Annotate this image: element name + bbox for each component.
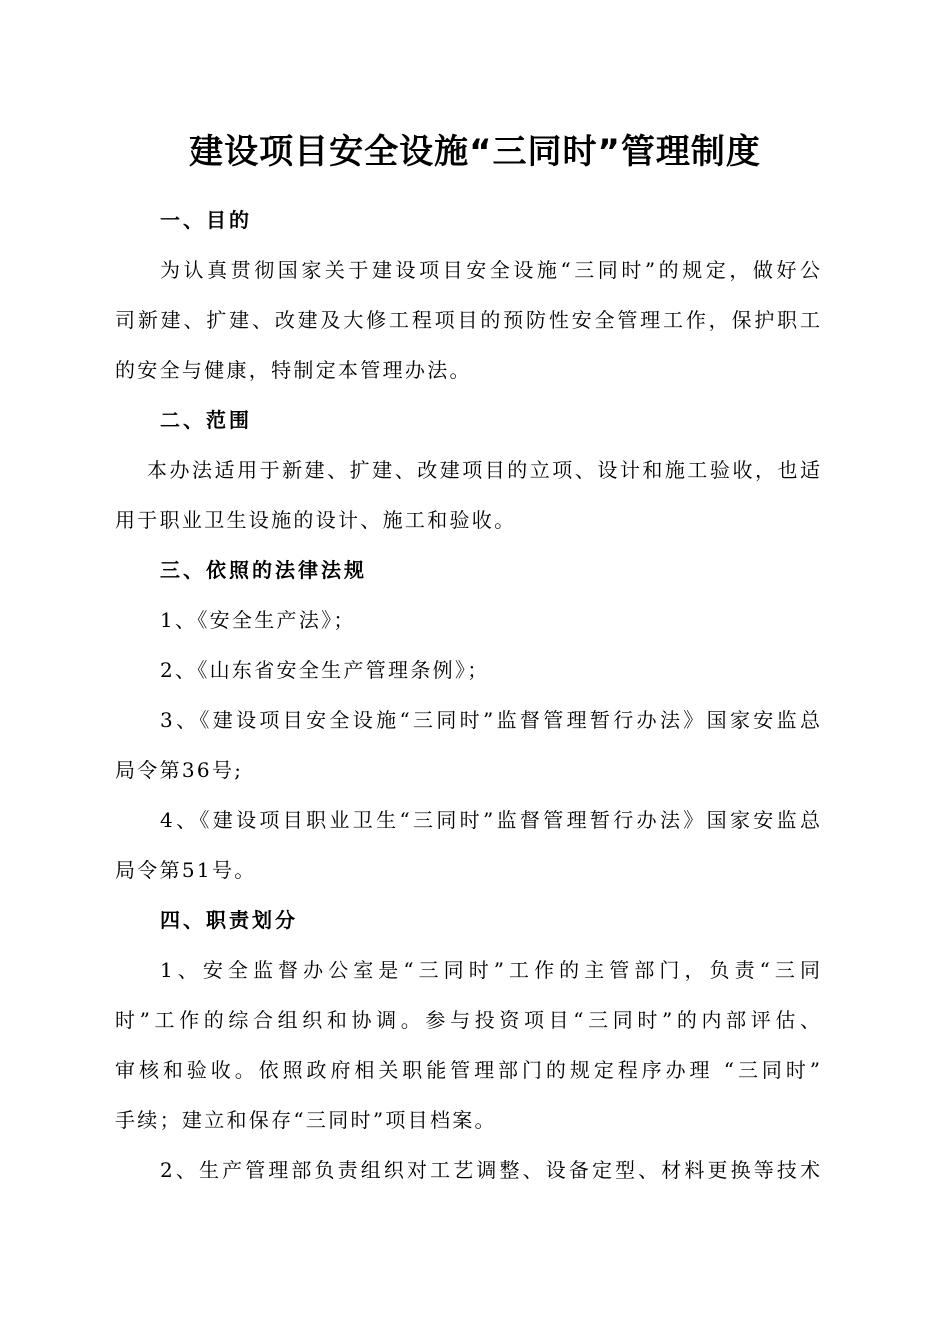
list-item: 2、《山东省安全生产管理条例》；: [160, 658, 490, 682]
document-title: 建设项目安全设施“三同时”管理制度: [189, 132, 761, 172]
section-heading-responsibilities: 四、职责划分: [160, 908, 298, 932]
list-item: 4、《建设项目职业卫生“三同时”监督管理暂行办法》国家安监总: [160, 808, 820, 832]
paragraph-line: 本办法适用于新建、扩建、改建项目的立项、设计和施工验收，也适: [147, 458, 820, 482]
list-item-continuation: 局令第51号。: [115, 858, 257, 882]
list-item-continuation: 局令第36号;: [115, 758, 244, 782]
paragraph-line: 审核和验收。依照政府相关职能管理部门的规定程序办理 “三同时”: [115, 1058, 820, 1082]
section-heading-regulations: 三、依照的法律法规: [160, 558, 367, 582]
paragraph-line: 2、生产管理部负责组织对工艺调整、设备定型、材料更换等技术: [160, 1158, 820, 1182]
list-item: 3、《建设项目安全设施“三同时”监督管理暂行办法》国家安监总: [160, 708, 820, 732]
paragraph-line: 用于职业卫生设施的设计、施工和验收。: [115, 508, 517, 532]
paragraph-line: 的安全与健康，特制定本管理办法。: [115, 358, 472, 382]
paragraph-line: 司新建、扩建、改建及大修工程项目的预防性安全管理工作，保护职工: [115, 308, 820, 332]
section-heading-purpose: 一、目的: [160, 208, 252, 232]
section-heading-scope: 二、范围: [160, 408, 252, 432]
paragraph-line: 为认真贯彻国家关于建设项目安全设施“三同时”的规定，做好公: [160, 258, 820, 282]
list-item: 1、《安全生产法》；: [160, 608, 356, 632]
paragraph-line: 手续；建立和保存“三同时”项目档案。: [115, 1108, 497, 1132]
paragraph-line: 1、安全监督办公室是“三同时”工作的主管部门，负责“三同: [160, 958, 820, 982]
paragraph-line: 时”工作的综合组织和协调。参与投资项目“三同时”的内部评估、: [115, 1008, 820, 1032]
